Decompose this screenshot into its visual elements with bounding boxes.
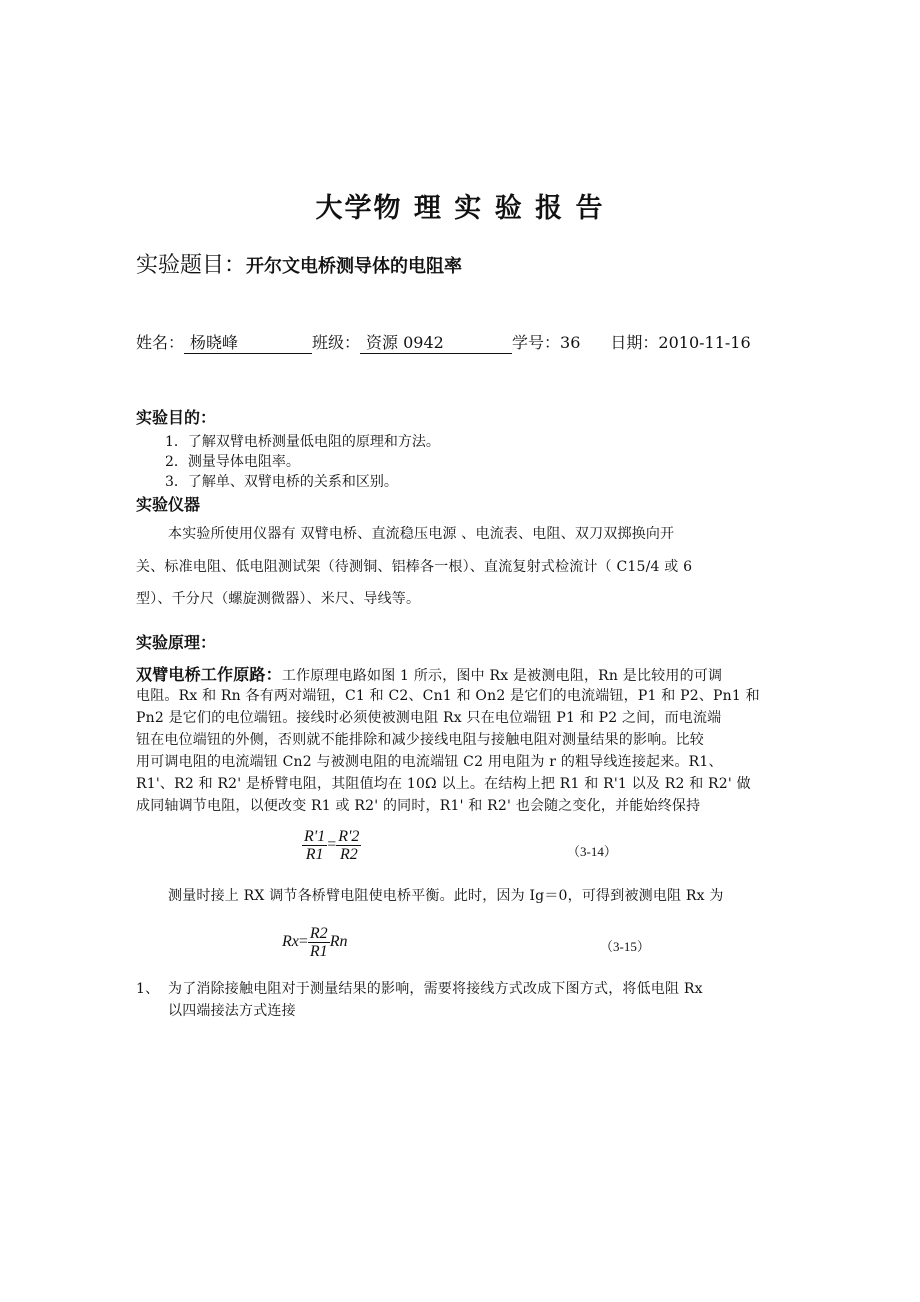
report-date: 日期：2010-11-16 <box>610 333 751 352</box>
student-id: 学号：36 <box>512 333 581 352</box>
eq2-rhs: Rn <box>329 933 348 951</box>
eq2-num: R2 <box>309 925 328 942</box>
name-value: 杨晓峰 <box>184 330 312 354</box>
student-info <box>136 330 751 354</box>
principle-line: 工作原理电路如图 1 所示，图中 Rx 是被测电阻，Rn 是比较用的可调 <box>281 668 723 684</box>
purpose-item: 2．测量导体电阻率。 <box>165 454 300 470</box>
principle-line: R1'、R2 和 R2' 是桥臂电阻，其阻值均在 10Ω 以上。在结构上把 R1 和 R'1 以及 R2 和 R2' 做 <box>136 776 751 792</box>
principle-line: 电阻。Rx 和 Rn 各有两对端钮，C1 和 C2、Cn1 和 On2 是它们的电流端钮，P1 和 P2、Pn1 和 <box>136 688 760 704</box>
fraction-right <box>336 828 361 863</box>
equation-number: （3-14） <box>567 844 617 859</box>
step-line: 以四端接法方式连接 <box>168 1003 296 1019</box>
equation-number: （3-15） <box>600 939 650 954</box>
purpose-item: 1．了解双臂电桥测量低电阻的原理和方法。 <box>165 434 440 450</box>
principle-heading: 实验原理： <box>136 633 217 652</box>
eq2-den: R1 <box>309 943 328 960</box>
class-value: 资源 0942 <box>360 330 512 354</box>
fraction-left <box>302 828 327 863</box>
class-label: 班级： <box>312 333 361 352</box>
equation-3-15: Rx= $\frac{R2}{R1}$ Rn <box>282 925 348 960</box>
eq1-num-left: R'1 <box>304 828 326 845</box>
eq1-num-right: R'2 <box>338 828 360 845</box>
step-line: 为了消除接触电阻对于测量结果的影响，需要将接线方式改成下图方式，将低电阻 Rx <box>168 981 703 997</box>
principle-line: 用可调电阻的电流端钮 Cn2 与被测电阻的电流端钮 C2 用电阻为 r 的粗导线连接起来。R1、 <box>136 754 723 770</box>
topic-label: 实验题目： <box>136 253 247 278</box>
principle-line: 钮在电位端钮的外侧，否则就不能排除和减少接线电阻与接触电阻对测量结果的影响。比较 <box>136 732 704 748</box>
instruments-line: 本实验所使用仪器有 双臂电桥、直流稳压电源 、电流表、电阻、双刀双掷换向开 <box>168 526 675 542</box>
topic-value: 开尔文电桥测导体的电阻率 <box>246 256 463 277</box>
equation-3-14: $\frac{R'1}{R1}$ = $\frac{R'2}{R2}$ <box>304 828 360 863</box>
instruments-line: 关、标准电阻、低电阻测试架（待测铜、铝棒各一根）、直流复射式检流计（ C15/4 或 6 <box>136 559 693 575</box>
principle-line: Pn2 是它们的电位端钮。接线时必须使被测电阻 Rx 只在电位端钮 P1 和 P2 之间，而电流端 <box>136 710 722 726</box>
purpose-heading: 实验目的： <box>136 408 217 427</box>
eq1-den-left: R1 <box>305 846 324 863</box>
step-marker: 1、 <box>136 981 160 997</box>
page-title: 大学物 理 实 验 报 告 <box>315 193 605 224</box>
principle-first-line <box>136 662 722 685</box>
instruments-heading: 实验仪器 <box>136 495 201 514</box>
name-label: 姓名： <box>136 333 185 352</box>
principle-line: 成同轴调节电阻，以便改变 R1 或 R2' 的同时，R1' 和 R2' 也会随之变化，并能始终保持 <box>136 798 701 814</box>
principle-subheading: 双臂电桥工作原路： <box>136 665 282 684</box>
experiment-topic <box>136 248 462 279</box>
eq2-lhs: Rx <box>282 933 299 951</box>
fraction <box>308 925 330 960</box>
instruments-line: 型）、千分尺（螺旋测微器）、米尺、导线等。 <box>136 591 421 607</box>
eq1-den-right: R2 <box>339 846 358 863</box>
balance-line: 测量时接上 RX 调节各桥臂电阻使电桥平衡。此时，因为 Ig＝0，可得到被测电阻 Rx 为 <box>168 888 724 904</box>
purpose-item: 3．了解单、双臂电桥的关系和区别。 <box>165 474 398 490</box>
